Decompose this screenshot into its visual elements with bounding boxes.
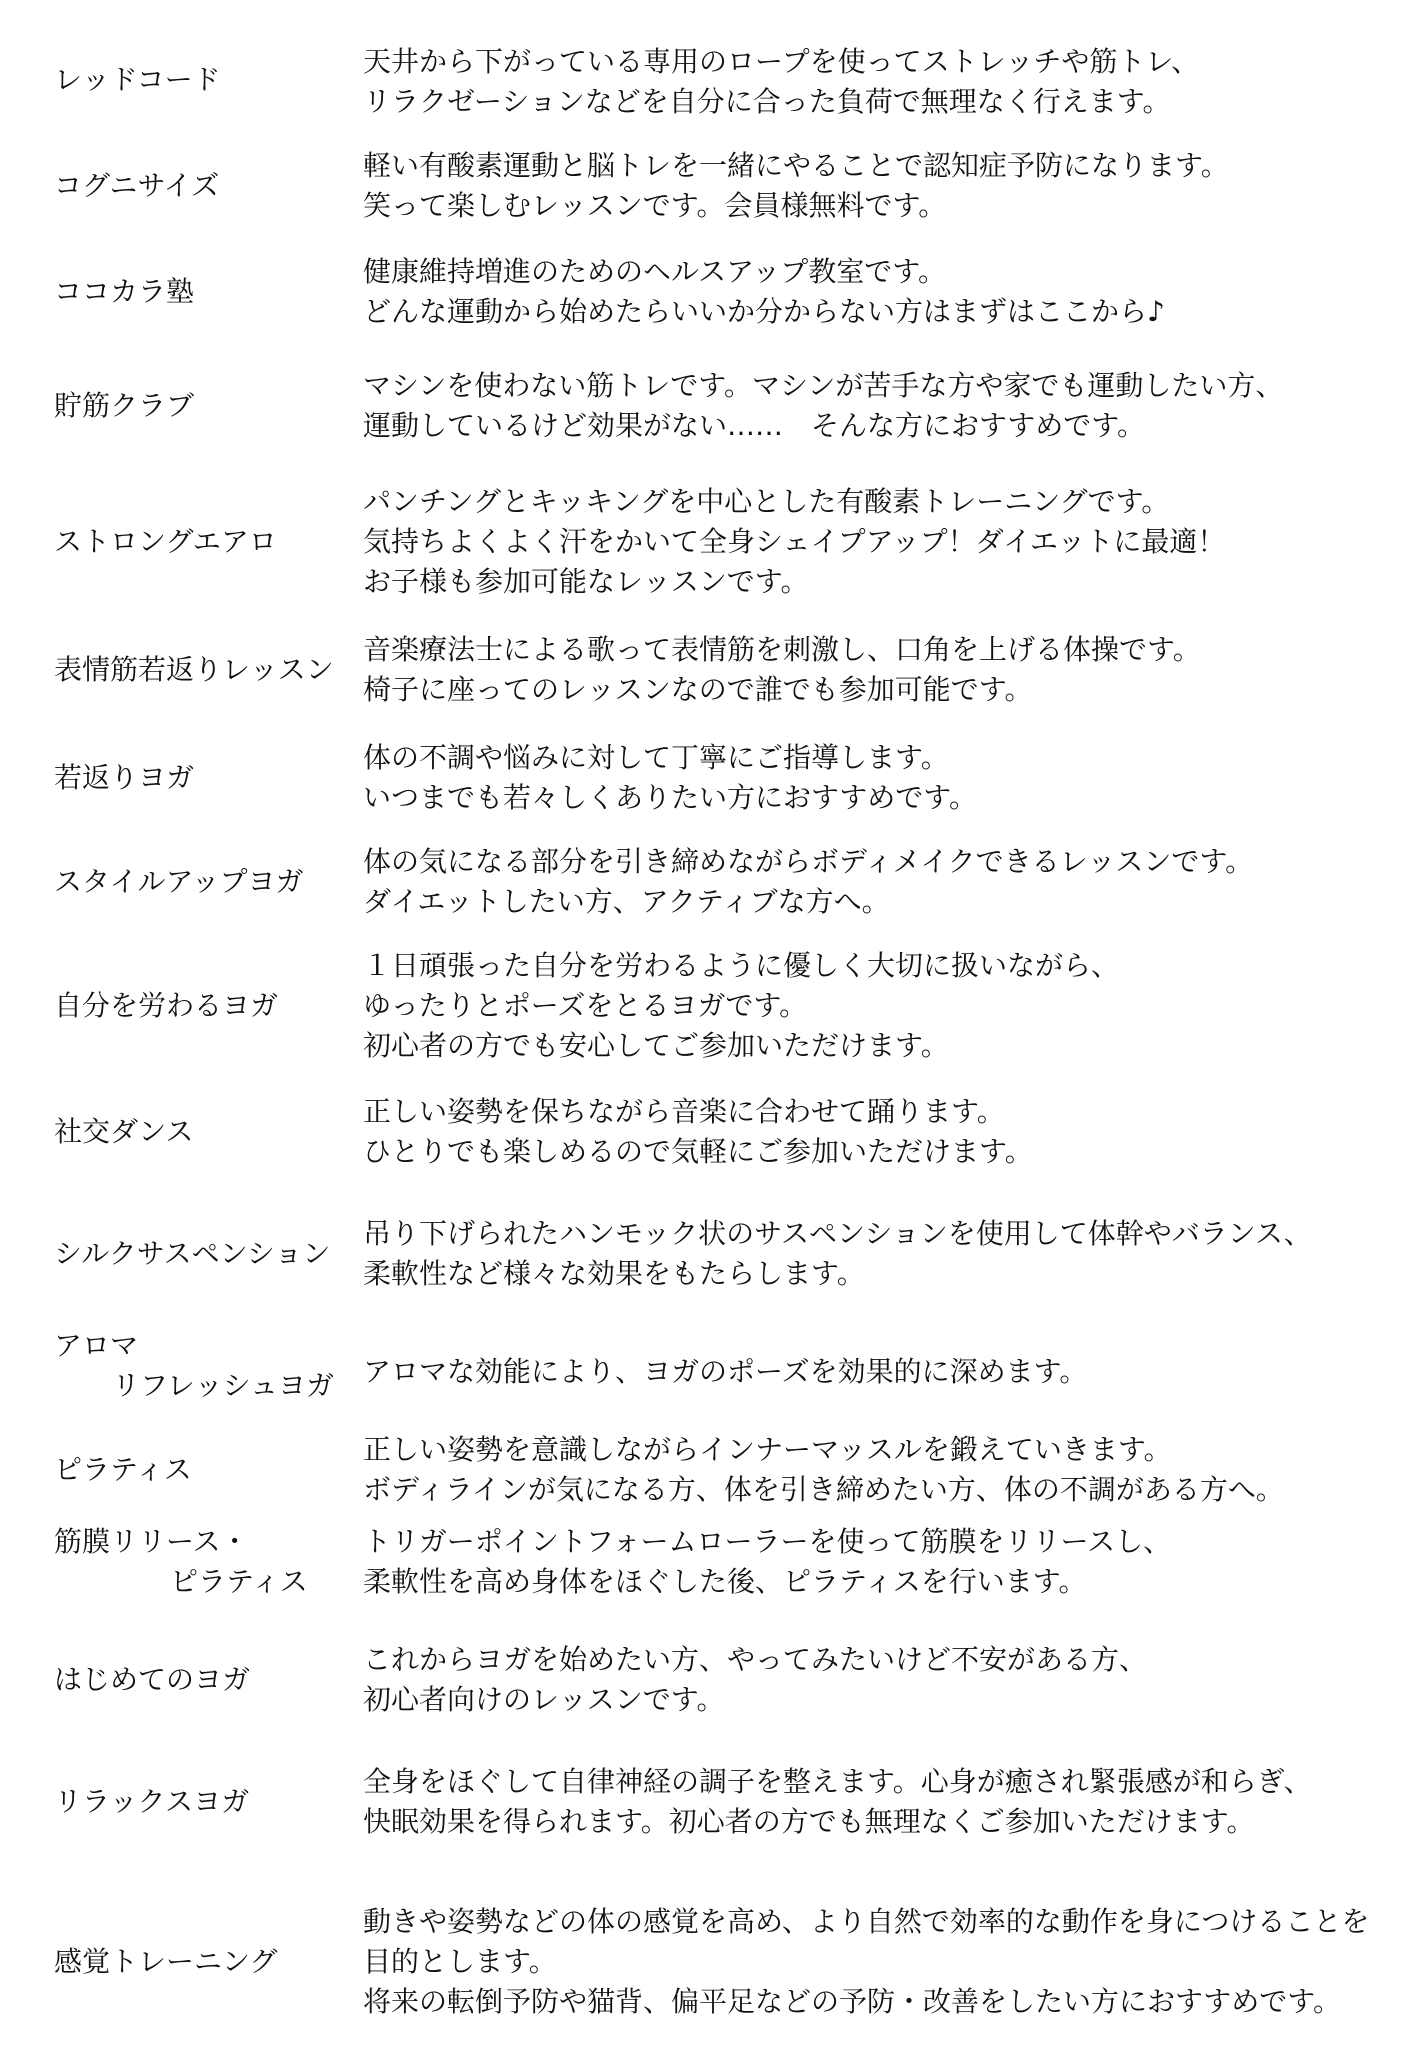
description-line: １日頑張った自分を労わるように優しく大切に扱いながら、 bbox=[363, 949, 1120, 982]
class-name-line: はじめてのヨガ bbox=[54, 1663, 251, 1696]
class-name-line: 社交ダンス bbox=[54, 1115, 194, 1148]
class-name-line: リフレッシュヨガ bbox=[112, 1369, 335, 1402]
description-line: 椅子に座ってのレッスンなので誰でも参加可能です。 bbox=[363, 673, 1033, 706]
description-line: 運動しているけど効果がない…… そんな方におすすめです。 bbox=[363, 409, 1146, 442]
description-line: これからヨガを始めたい方、やってみたいけど不安がある方、 bbox=[363, 1643, 1148, 1676]
class-description bbox=[363, 146, 1413, 226]
class-description bbox=[363, 366, 1413, 446]
class-description bbox=[363, 1214, 1413, 1294]
class-name bbox=[54, 862, 354, 902]
description-line: 正しい姿勢を意識しながらインナーマッスルを鍛えていきます。 bbox=[363, 1433, 1172, 1466]
class-name bbox=[54, 1522, 354, 1602]
description-line: 体の不調や悩みに対して丁寧にご指導します。 bbox=[363, 741, 949, 774]
class-name bbox=[54, 758, 354, 798]
class-name-line: ココカラ塾 bbox=[54, 275, 195, 308]
description-line: ダイエットしたい方、アクティブな方へ。 bbox=[363, 885, 890, 918]
class-name-line: 自分を労わるヨガ bbox=[54, 989, 279, 1022]
class-name bbox=[54, 1660, 354, 1700]
class-name bbox=[54, 986, 354, 1026]
class-name-line: スタイルアップヨガ bbox=[54, 865, 304, 898]
class-name-line: レッドコード bbox=[54, 63, 221, 96]
class-name bbox=[54, 1112, 354, 1152]
description-line: どんな運動から始めたらいいか分からない方はまずはここから♪ bbox=[363, 295, 1165, 328]
class-name bbox=[54, 1942, 354, 1982]
class-name bbox=[54, 1782, 354, 1822]
class-name bbox=[54, 386, 354, 426]
description-line: 将来の転倒予防や猫背、偏平足などの予防・改善をしたい方におすすめです。 bbox=[363, 1985, 1342, 2018]
class-name bbox=[54, 60, 354, 100]
class-description bbox=[363, 1902, 1413, 2022]
class-description bbox=[363, 42, 1413, 122]
class-name-line: 表情筋若返りレッスン bbox=[54, 653, 334, 686]
description-line: リラクゼーションなどを自分に合った負荷で無理なく行えます。 bbox=[363, 85, 1171, 118]
class-description bbox=[363, 842, 1413, 922]
class-description bbox=[363, 1092, 1413, 1172]
description-line: 柔軟性を高め身体をほぐした後、ピラティスを行います。 bbox=[363, 1565, 1087, 1598]
class-name bbox=[54, 1234, 354, 1274]
description-line: 吊り下げられたハンモック状のサスペンションを使用して体幹やバランス、 bbox=[363, 1217, 1312, 1250]
class-name-line: アロマ bbox=[54, 1329, 139, 1362]
description-line: トリガーポイントフォームローラーを使って筋膜をリリースし、 bbox=[363, 1525, 1172, 1558]
class-name-line: 若返りヨガ bbox=[54, 761, 195, 794]
class-description bbox=[363, 252, 1413, 332]
class-name-line: ピラティス bbox=[54, 1453, 192, 1486]
description-line: 目的とします。 bbox=[363, 1945, 557, 1978]
class-description bbox=[363, 946, 1413, 1066]
description-line: マシンを使わない筋トレです。マシンが苦手な方や家でも運動したい方、 bbox=[363, 369, 1284, 402]
class-description bbox=[363, 1522, 1413, 1602]
description-line: お子様も参加可能なレッスンです。 bbox=[363, 565, 809, 598]
class-description bbox=[363, 1430, 1413, 1510]
description-line: 柔軟性など様々な効果をもたらします。 bbox=[363, 1257, 865, 1290]
class-name-line: コグニサイズ bbox=[54, 169, 220, 202]
class-name bbox=[54, 1326, 354, 1406]
description-line: ゆったりとポーズをとるヨガです。 bbox=[363, 989, 808, 1022]
class-name bbox=[54, 650, 354, 690]
description-line: 天井から下がっている専用のロープを使ってストレッチや筋トレ、 bbox=[363, 45, 1200, 78]
description-line: 軽い有酸素運動と脳トレを一緒にやることで認知症予防になります。 bbox=[363, 149, 1229, 182]
class-description bbox=[363, 630, 1413, 710]
class-name-line: ストロングエアロ bbox=[54, 525, 277, 558]
class-name-line: ピラティス bbox=[170, 1565, 308, 1598]
class-name-line: 感覚トレーニング bbox=[54, 1945, 278, 1978]
description-line: 気持ちよくよく汗をかいて全身シェイプアップ！ダイエットに最適！ bbox=[363, 525, 1226, 558]
description-line: アロマな効能により、ヨガのポーズを効果的に深めます。 bbox=[363, 1355, 1088, 1388]
class-name bbox=[54, 1450, 354, 1490]
class-description bbox=[363, 482, 1413, 602]
class-name bbox=[54, 166, 354, 206]
class-name-line: リラックスヨガ bbox=[54, 1785, 250, 1818]
class-description bbox=[363, 1352, 1413, 1392]
description-line: 初心者向けのレッスンです。 bbox=[363, 1683, 725, 1716]
class-name-line: 筋膜リリース・ bbox=[54, 1525, 249, 1558]
class-name-line: 貯筋クラブ bbox=[54, 389, 195, 422]
description-line: パンチングとキッキングを中心とした有酸素トレーニングです。 bbox=[363, 485, 1170, 518]
class-description bbox=[363, 738, 1413, 818]
description-line: 全身をほぐして自律神経の調子を整えます。心身が癒され緊張感が和らぎ、 bbox=[363, 1765, 1312, 1798]
class-description bbox=[363, 1640, 1413, 1720]
description-line: 笑って楽しむレッスンです。会員様無料です。 bbox=[363, 189, 947, 222]
description-line: いつまでも若々しくありたい方におすすめです。 bbox=[363, 781, 978, 814]
class-name bbox=[54, 272, 354, 312]
class-name bbox=[54, 522, 354, 562]
description-line: 正しい姿勢を保ちながら音楽に合わせて踊ります。 bbox=[363, 1095, 1005, 1128]
class-description bbox=[363, 1762, 1413, 1842]
description-line: 体の気になる部分を引き締めながらボディメイクできるレッスンです。 bbox=[363, 845, 1254, 878]
description-line: ボディラインが気になる方、体を引き締めたい方、体の不調がある方へ。 bbox=[363, 1473, 1284, 1506]
description-line: 動きや姿勢などの体の感覚を高め、より自然で効率的な動作を身につけることを bbox=[363, 1905, 1370, 1938]
description-line: ひとりでも楽しめるので気軽にご参加いただけます。 bbox=[363, 1135, 1033, 1168]
description-line: 健康維持増進のためのヘルスアップ教室です。 bbox=[363, 255, 946, 288]
description-line: 快眠効果を得られます。初心者の方でも無理なくご参加いただけます。 bbox=[363, 1805, 1255, 1838]
class-name-line: シルクサスペンション bbox=[54, 1237, 331, 1270]
description-line: 音楽療法士による歌って表情筋を刺激し、口角を上げる体操です。 bbox=[363, 633, 1201, 666]
description-line: 初心者の方でも安心してご参加いただけます。 bbox=[363, 1029, 949, 1062]
